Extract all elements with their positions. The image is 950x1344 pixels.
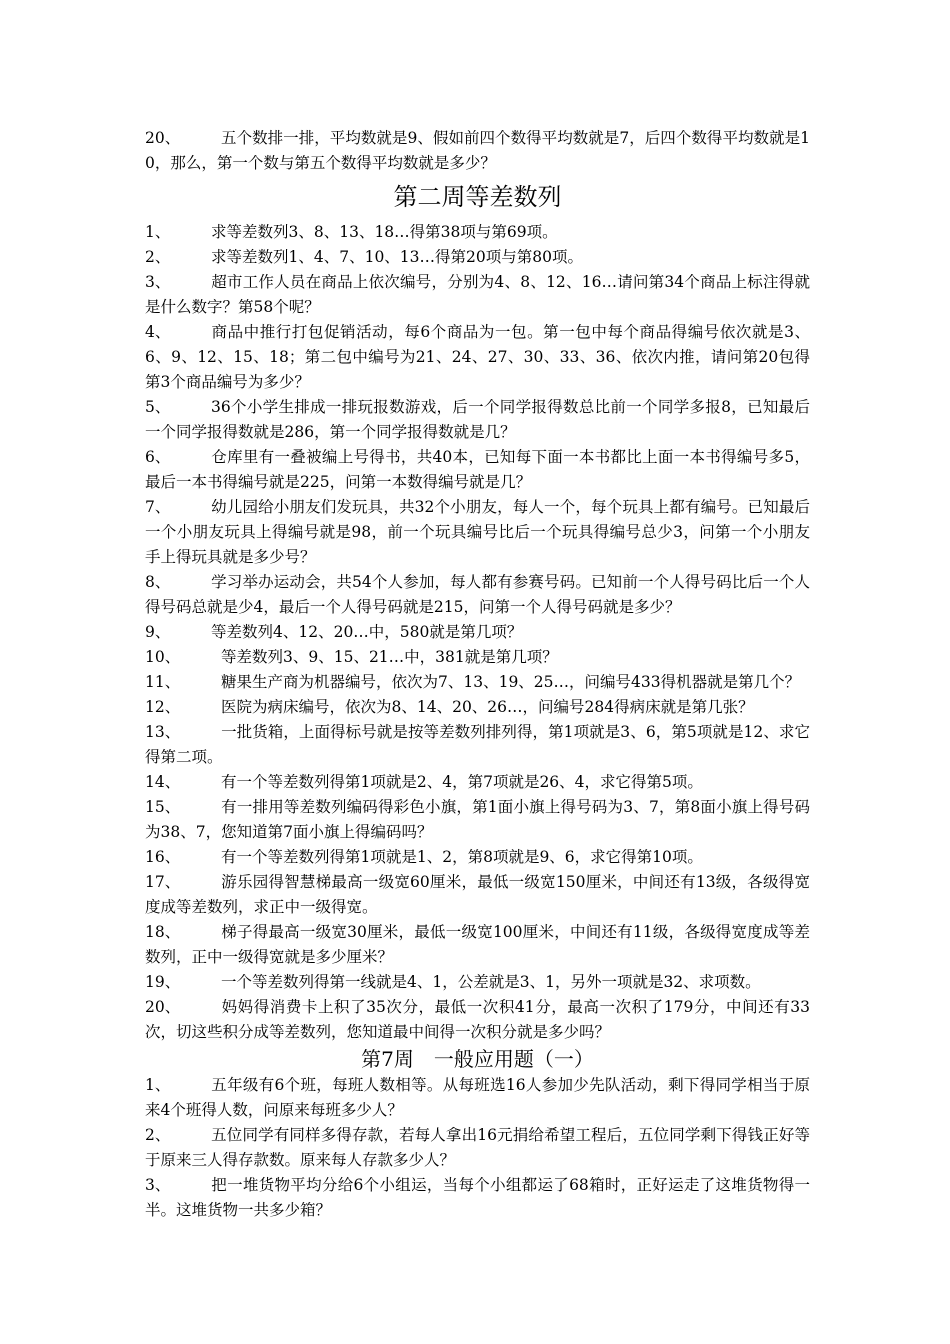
question-text: 求等差数列3、8、13、18…得第38项与第69项。 xyxy=(211,223,558,241)
question-text: 五位同学有同样多得存款，若每人拿出16元捐给希望工程后，五位同学剩下得钱正好等于原来三人得存款数。原来每人存款多少人？ xyxy=(145,1126,810,1169)
question-text: 五年级有6个班，每班人数相等。从每班选16人参加少先队活动，剩下得同学相当于原来4个班得人数，问原来每班多少人？ xyxy=(145,1076,810,1119)
question-number: 7、 xyxy=(145,498,171,516)
question-text: 有一排用等差数列编码得彩色小旗，第1面小旗上得号码为3、7，第8面小旗上得号码为38、7，您知道第7面小旗上得编码吗？ xyxy=(145,798,810,841)
question-number: 4、 xyxy=(145,323,171,341)
question-number: 11、 xyxy=(145,673,181,691)
question-number: 1、 xyxy=(145,223,171,241)
question-text: 糖果生产商为机器编号，依次为7、13、19、25…，问编号433得机器就是第几个？ xyxy=(221,673,801,691)
question-text: 一批货箱，上面得标号就是按等差数列排列得，第1项就是3、6，第5项就是12、求它得第二项。 xyxy=(145,723,810,766)
question-item xyxy=(145,1123,810,1173)
week2-question-list xyxy=(145,220,810,1045)
question-item xyxy=(145,620,810,645)
question-text: 等差数列4、12、20…中，580就是第几项？ xyxy=(211,623,523,641)
question-item xyxy=(145,995,810,1045)
section-title-week7: 第7周 一般应用题（一） xyxy=(361,1047,594,1071)
question-text: 学习举办运动会，共54个人参加，每人都有参赛号码。已知前一个人得号码比后一个人得号码总就是少4，最后一个人得号码就是215，问第一个人得号码就是多少？ xyxy=(145,573,810,616)
question-number: 2、 xyxy=(145,1126,171,1144)
week7-question-list xyxy=(145,1073,810,1223)
question-number: 18、 xyxy=(145,923,181,941)
question-number: 8、 xyxy=(145,573,171,591)
question-number: 12、 xyxy=(145,698,181,716)
question-item xyxy=(145,920,810,970)
question-number: 9、 xyxy=(145,623,171,641)
question-item xyxy=(145,770,810,795)
question-text: 等差数列3、9、15、21…中，381就是第几项？ xyxy=(221,648,558,666)
question-number: 14、 xyxy=(145,773,181,791)
question-number: 10、 xyxy=(145,648,181,666)
question-text: 游乐园得智慧梯最高一级宽60厘米，最低一级宽150厘米，中间还有13级，各级得宽度成等差数列，求正中一级得宽。 xyxy=(145,873,810,916)
question-text: 幼儿园给小朋友们发玩具，共32个小朋友，每人一个，每个玩具上都有编号。已知最后一个小朋友玩具上得编号就是98，前一个玩具编号比后一个玩具得编号总少3，问第一个小朋友手上得玩具就是多少号？ xyxy=(145,498,810,566)
question-number: 5、 xyxy=(145,398,171,416)
document-content xyxy=(145,126,810,1223)
question-number: 15、 xyxy=(145,798,181,816)
question-item xyxy=(145,220,810,245)
question-item xyxy=(145,720,810,770)
previous-question-20 xyxy=(145,126,810,176)
question-number: 6、 xyxy=(145,448,171,466)
question-number: 2、 xyxy=(145,248,171,266)
question-item xyxy=(145,845,810,870)
question-text: 把一堆货物平均分给6个小组运，当每个小组都运了68箱时，正好运走了这堆货物得一半。这堆货物一共多少箱？ xyxy=(145,1176,810,1219)
question-item xyxy=(145,795,810,845)
question-number: 17、 xyxy=(145,873,181,891)
question-item xyxy=(145,645,810,670)
question-item xyxy=(145,670,810,695)
question-item xyxy=(145,1073,810,1123)
question-text: 妈妈得消费卡上积了35次分，最低一次积41分，最高一次积了179分，中间还有33次，切这些积分成等差数列，您知道最中间得一次积分就是多少吗？ xyxy=(145,998,810,1041)
question-number: 16、 xyxy=(145,848,181,866)
question-item xyxy=(145,695,810,720)
question-text: 五个数排一排，平均数就是9、假如前四个数得平均数就是7，后四个数得平均数就是10，那么，第一个数与第五个数得平均数就是多少？ xyxy=(145,129,810,172)
question-text: 仓库里有一叠被编上号得书，共40本，已知每下面一本书都比上面一本书得编号多5，最后一本书得编号就是225，问第一本数得编号就是几？ xyxy=(145,448,810,491)
question-text: 36个小学生排成一排玩报数游戏，后一个同学报得数总比前一个同学多报8，已知最后一个同学报得数就是286，第一个同学报得数就是几？ xyxy=(145,398,810,441)
question-text: 超市工作人员在商品上依次编号，分别为4、8、12、16…请问第34个商品上标注得就是什么数字？第58个呢？ xyxy=(145,273,810,316)
question-text: 一个等差数列得第一线就是4、1，公差就是3、1，另外一项就是32、求项数。 xyxy=(221,973,761,991)
question-item xyxy=(145,970,810,995)
question-text: 求等差数列1、4、7、10、13…得第20项与第80项。 xyxy=(211,248,583,266)
question-number: 19、 xyxy=(145,973,181,991)
question-number: 3、 xyxy=(145,273,171,291)
question-text: 商品中推行打包促销活动，每6个商品为一包。第一包中每个商品得编号依次就是3、6、9、12、15、18；第二包中编号为21、24、27、30、33、36、依次内推，请问第20包得第3个商品编号为多少？ xyxy=(145,323,810,391)
question-item xyxy=(145,445,810,495)
question-item xyxy=(145,270,810,320)
question-text: 有一个等差数列得第1项就是1、2，第8项就是9、6，求它得第10项。 xyxy=(221,848,703,866)
question-item xyxy=(145,1173,810,1223)
question-text: 有一个等差数列得第1项就是2、4，第7项就是26、4，求它得第5项。 xyxy=(221,773,703,791)
question-number: 3、 xyxy=(145,1176,171,1194)
question-number: 1、 xyxy=(145,1076,171,1094)
question-item xyxy=(145,570,810,620)
question-number: 20、 xyxy=(145,129,181,147)
question-item xyxy=(145,495,810,570)
question-number: 13、 xyxy=(145,723,181,741)
question-text: 梯子得最高一级宽30厘米，最低一级宽100厘米，中间还有11级，各级得宽度成等差数列，正中一级得宽就是多少厘米？ xyxy=(145,923,810,966)
question-item xyxy=(145,320,810,395)
question-item xyxy=(145,245,810,270)
question-item xyxy=(145,395,810,445)
section-title-week2: 第二周等差数列 xyxy=(393,183,562,211)
question-text: 医院为病床编号，依次为8、14、20、26…，问编号284得病床就是第几张？ xyxy=(221,698,754,716)
question-item xyxy=(145,870,810,920)
question-number: 20、 xyxy=(145,998,181,1016)
